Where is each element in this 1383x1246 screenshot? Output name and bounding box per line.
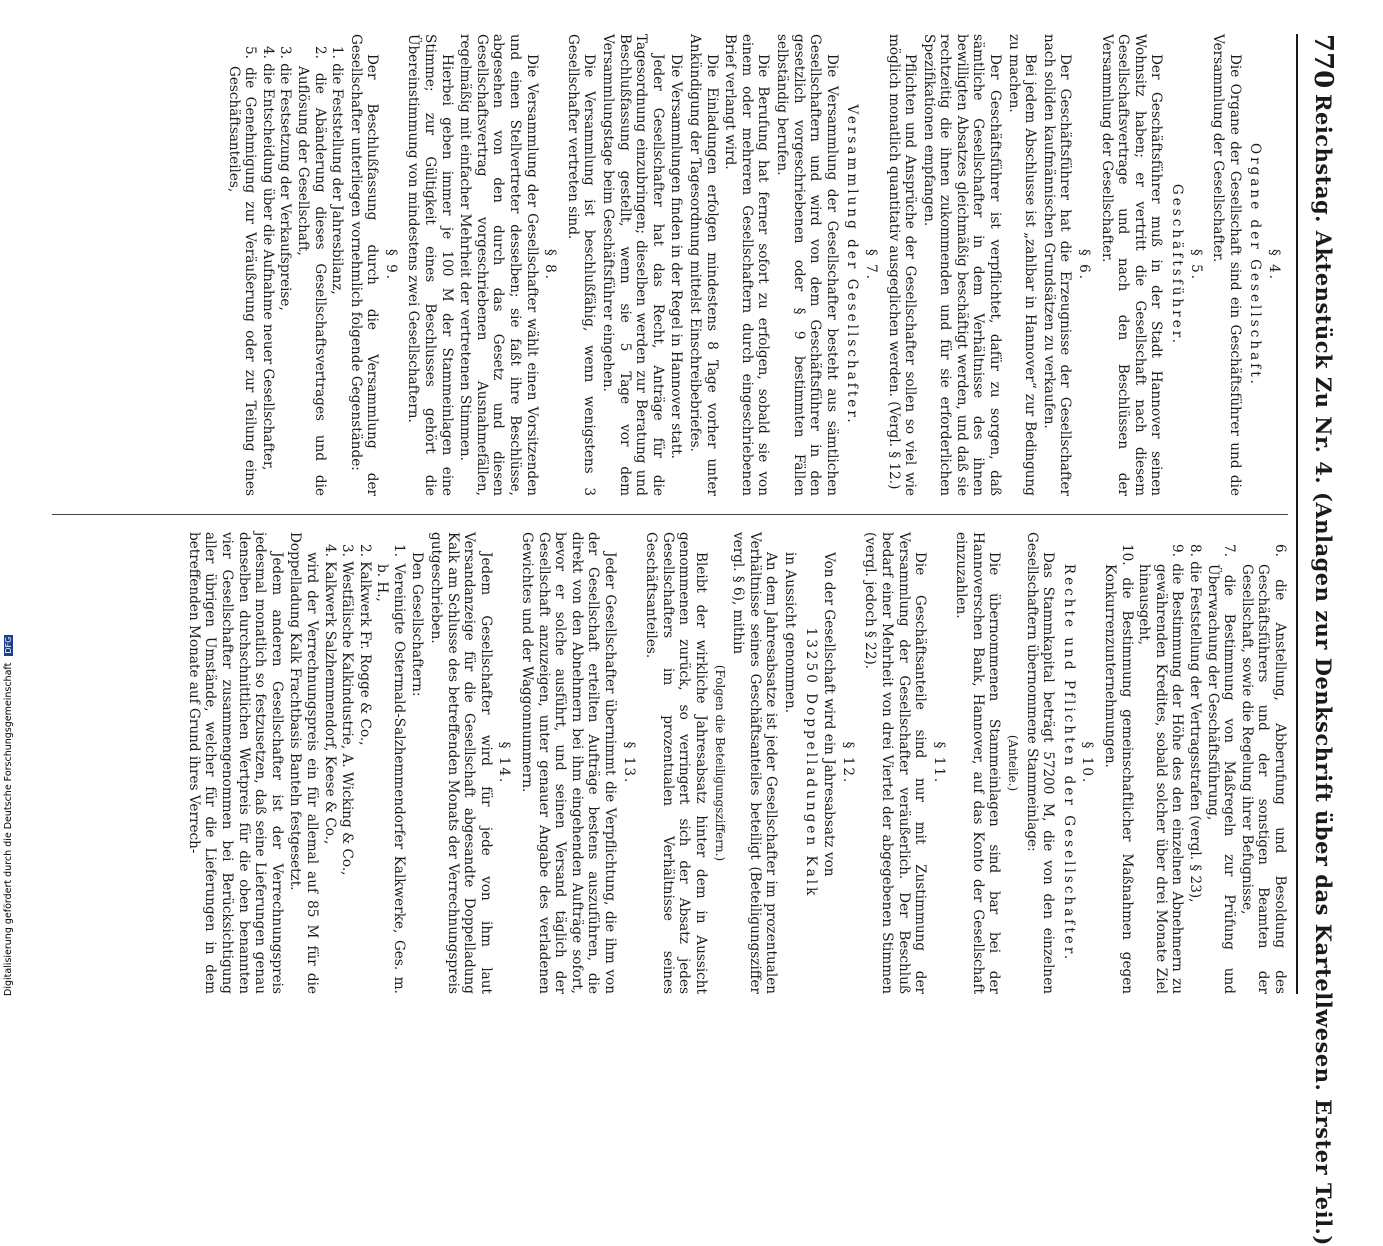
section-6-paragraph: Pflichten und Ansprüche der Gesellschafter sollen so viel wie möglich monatlich quantitativ ausgeglichen werden. (Vergl. § 12.) (885, 34, 919, 496)
list-item: 2. die Abänderung dieses Gesellschaftsvertrages und die Auflösung der Gesellschaft, (294, 46, 328, 496)
list-item: 1. die Feststellung der Jahresbilanz, (329, 46, 346, 295)
section-7-paragraph: Die Einladungen erfolgen mindestens 8 Tage vorher unter Ankündigung der Tagesordnung mittelst Einschreibebriefes. (687, 34, 720, 496)
left-column (224, 34, 1288, 496)
section-14-paragraph: wird der Verrechnungspreis ein für allemal auf 85 M für die Doppelladung Kalk Frachtbasis Banteln festgesetzt. (287, 532, 320, 994)
section-9-paragraph: Der Beschlußfassung durch die Versammlung der Gesellschafter unterliegen vornehmlich folgende Gegenstände: (347, 34, 381, 496)
section-7-paragraph: Die Versammlungen finden in der Regel in Hannover statt. (668, 54, 685, 460)
section-12-title: § 12. (839, 741, 856, 785)
list-item: 8. die Feststellung der Vertragsstrafen (vergl. § 23), (1187, 544, 1204, 903)
list-item: 4. die Entscheidung über die Aufnahme neuer Gesellschafter, (259, 46, 276, 471)
section-7-paragraph: Die Berufung hat ferner sofort zu erfolgen, sobald sie von einem oder mehreren Gesellschaftern durch eingeschriebenen Brief verlangt wird. (722, 34, 772, 496)
section-8-title: § 8. (542, 248, 559, 282)
header-rule (1296, 34, 1298, 994)
section-10-heading: Rechte und Pflichten der Gesellschafter. (1060, 563, 1077, 963)
rotated-page (52, 34, 1342, 1246)
section-4-heading: Organe der Gesellschaft. (1247, 142, 1264, 388)
section-7-paragraph: Die Versammlung der Gesellschafter besteht aus sämtlichen Gesellschaftern und wird von dem Geschäftsführer in den gesetzlich vorgeschriebenen oder § 9 bestimmten Fällen selbständig berufen. (773, 34, 840, 496)
section-9-title: § 9. (382, 248, 399, 282)
list-item: 6. die Anstellung, Abberufung und Besoldung des Geschäftsführers und der sonstigen Beamten der Gesellschaft, sowie die Regelung ihrer Befugnisse, (1238, 544, 1288, 994)
dfg-logo: DFG (4, 636, 13, 654)
section-7-title: § 7. (862, 248, 879, 282)
section-12-paragraph: in Aussicht genommen. (781, 552, 798, 714)
section-12-paragraph: Von der Gesellschaft wird ein Jahresabsatz von (821, 552, 838, 877)
list-item: 4. Kalkwerk Salzhemmendorf, Keese & Co., (321, 544, 338, 845)
page-number: 770 (1308, 34, 1338, 89)
section-14-title: § 14. (496, 741, 513, 785)
section-12-paragraph: Bleibt der wirkliche Jahresabsatz hinter dem in Aussicht genommenen zurück, so verringert sich der Absatz jedes Gesellschafters im prozentualen Verhältnisse seines Geschäftsanteiles. (643, 532, 709, 994)
section-10-paragraph: Das Stammkapital beträgt 57200 M, die von den einzelnen Gesellschaftern übernommene Stammeinlage: (1023, 532, 1057, 994)
section-14-paragraph: Den Gesellschaftern: (409, 552, 426, 697)
section-12-note: (Folgen die Beteiligungsziffern.) (712, 664, 727, 862)
section-14-paragraph: Jedem Gesellschafter wird für jede von ihm laut Versandanzeige für die Gesellschaft abgesandte Doppelladung Kalk am Schlusse des betreffenden Monats der Verrechnungspreis gutgeschrieben. (428, 532, 494, 994)
section-14-paragraph: Jedem anderen Gesellschafter ist der Verrechnungspreis jedesmal monatlich so festzusetzen, daß seine Lieferungen genau denselben durchschnittlichen Wertpreis für die oben benannten vier Gesellschafter zusammengenommen bei Berücksichtigung aller übrigen Umstände, welcher für die Lieferungen in dem betreffenden Monate auf Grund ihres Verrech- (185, 532, 285, 994)
list-item: 1. Vereinigte Ostermald-Salzhemmendorfer Kalkwerke, Ges. m. b. H., (374, 544, 407, 994)
list-item: 7. die Bestimmung von Maßregeln zur Prüfung und Überwachung der Geschäftsführung, (1204, 544, 1238, 994)
section-6-title: § 6. (1076, 248, 1093, 282)
section-10-note: (Anteile.) (1006, 734, 1021, 792)
section-7-paragraph: Die Versammlung ist beschlußfähig, wenn wenigstens 3 Gesellschafter vertreten sind. (564, 34, 598, 496)
credit-text: Digitalisierung gefördert durch die Deutsche Forschungsgemeinschaft (3, 662, 14, 996)
section-5-title: § 5. (1187, 248, 1204, 282)
list-item: 3. die Festsetzung der Verkaufspreise, (277, 46, 294, 311)
section-6-paragraph: Bei jedem Abschlusse ist „zahlbar in Hannover“ zur Bedingung zu machen. (1005, 34, 1039, 496)
list-item: 9. die Bestimmung der Höhe des den einzelnen Abnehmern zu gewährenden Kredites, sobald solcher über drei Monate Ziel hinausgeht, (1136, 544, 1186, 994)
section-13-paragraph: Jeder Gesellschafter übernimmt die Verpflichtung, die ihm von der Gesellschaft erteilten Aufträge bestens auszuführen, die direkt von den Abnehmern bei ihm eingehenden Aufträge sofort, bevor er solche ausführt, und seinen Versand täglich der Gesellschaft anzuzeigen, unter genauer Angabe des verladenen Gewichtes und der Waggonnummern. (519, 532, 619, 994)
list-item: 2. Kalkwerk Fr. Rogge & Co., (356, 544, 373, 746)
section-12-paragraph: An dem Jahresabsatze ist jeder Gesellschafter im prozentualen Verhältnisse seines Geschäftsanteiles beteiligt (Beteiligungsziffer vergl. § 6), mithin (730, 532, 780, 994)
section-4-paragraph: Die Organe der Gesellschaft sind ein Geschäftsführer und die Versammlung der Gesellschafter. (1210, 34, 1243, 496)
list-item: 10. die Bestimmung gemeinschaftlicher Maßnahmen gegen Konkurrenzunternehmungen. (1102, 544, 1135, 994)
section-8-paragraph: Die Versammlung der Gesellschafter wählt einen Vorsitzenden und einen Stellvertreter desselben; sie faßt ihre Beschlüsse, abgesehen von den durch das Gesetz und diesen Gesellschaftsvertrag vorgeschriebenen Ausnahmefällen, regelmäßig mit einfacher Mehrheit der vertretenen Stimmen. (457, 34, 540, 496)
section-6-paragraph: Der Geschäftsführer hat die Erzeugnisse der Gesellschafter nach soliden kaufmännischen Grundsätzen zu verkaufen. (1040, 34, 1074, 496)
section-8-paragraph: Hierbei geben immer je 100 M der Stammeinlagen eine Stimme; zur Gültigkeit eines Beschlusses gehört die Übereinstimmung von mindestens zwei Gesellschaftern. (405, 34, 455, 496)
section-12-volume: 13250 Doppelladungen Kalk (802, 627, 819, 899)
section-7-paragraph: Jeder Gesellschafter hat das Recht, Anträge für die Tagesordnung einzubringen; dieselben werden zur Beratung und Beschlußfassung gestellt, wenn sie 5 Tage vor dem Versammlungstage beim Geschäftsführer eingehen. (600, 34, 666, 496)
right-column (183, 532, 1288, 994)
section-7-heading: Versammlung der Gesellschafter. (844, 104, 861, 426)
section-13-title: § 13. (620, 741, 637, 785)
page-header (1302, 34, 1342, 1246)
column-divider (52, 514, 1288, 515)
section-5-heading: Geschäftsführer. (1169, 183, 1186, 347)
section-6-paragraph: Der Geschäftsführer ist verpflichtet, dafür zu sorgen, daß sämtliche Gesellschafter in dem Verhältnisse des ihnen bewilligten Absatzes gleichmäßig beschäftigt werden, und daß sie rechtzeitig die ihnen zukommenden und für sie erforderlichen Spezifikationen empfangen. (920, 34, 1004, 496)
list-item: 3. Westfälische Kalkindustrie, A. Wicking & Co., (339, 544, 356, 876)
section-4-title: § 4. (1266, 248, 1282, 282)
list-item: 5. die Genehmigung zur Veräußerung oder zur Teilung eines Geschäftsanteiles, (225, 46, 259, 496)
section-10-paragraph: Die übernommenen Stammeinlagen sind bar bei der Hannoverschen Bank, Hannover, auf das Konto der Gesellschaft einzuzahlen. (953, 532, 1003, 994)
digitization-credit (3, 2, 14, 996)
section-10-title: § 10. (1079, 741, 1096, 785)
section-5-paragraph: Der Geschäftsführer muß in der Stadt Hannover seinen Wohnsitz haben; er vertritt die Gesellschaft nach diesem Gesellschaftsvertrage und nach den Beschlüssen der Versammlung der Gesellschafter. (1098, 34, 1165, 496)
section-11-paragraph: Die Geschäftsanteile sind nur mit Zustimmung der Versammlung der Gesellschafter veräußerlich. Der Beschluß bedarf einer Mehrheit von drei Viertel der abgegebenen Stimmen (vergl. jedoch § 22). (862, 532, 929, 994)
section-11-title: § 11. (930, 741, 947, 785)
running-head: Reichstag. Aktenstück Zu Nr. 4. (Anlagen zur Denkschrift über das Kartellwesen. Erster Teil.) (1311, 94, 1336, 1246)
